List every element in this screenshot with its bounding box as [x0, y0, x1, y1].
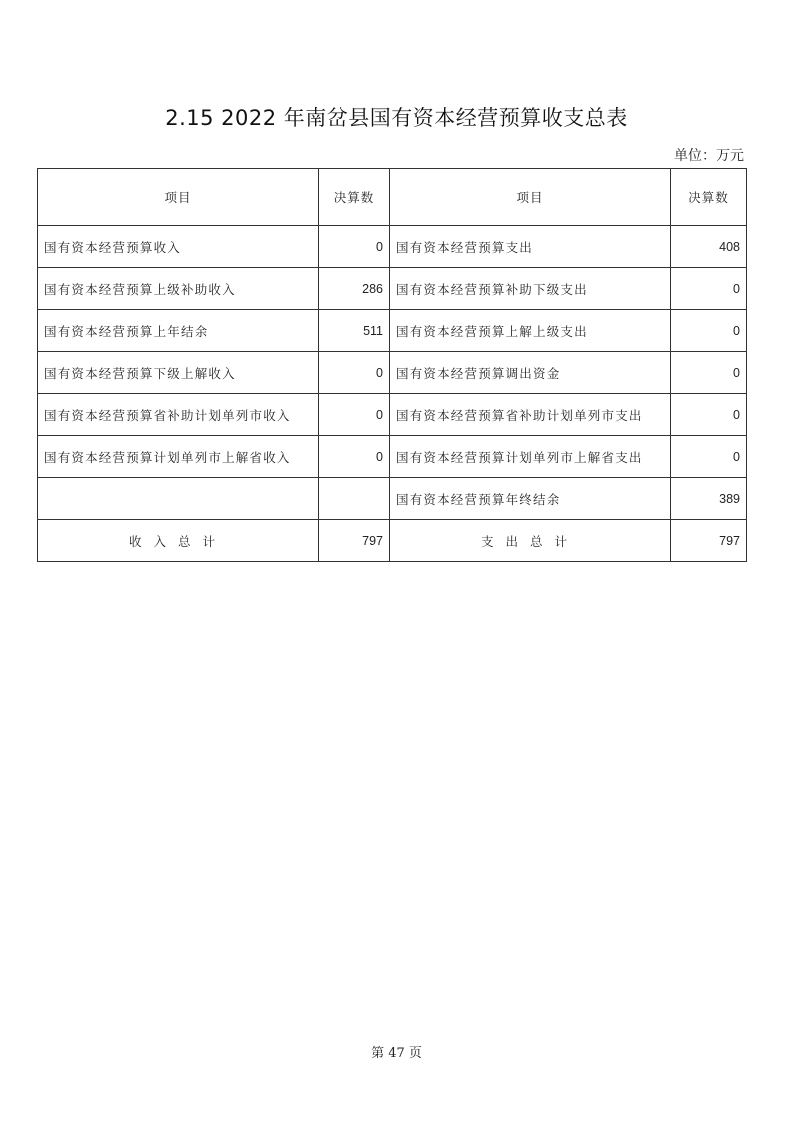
header-income-amount: 决算数	[319, 169, 390, 226]
income-name-cell: 国有资本经营预算上年结余	[38, 310, 319, 352]
income-value-cell: 0	[319, 436, 390, 478]
expense-name-cell: 国有资本经营预算年终结余	[390, 478, 671, 520]
expense-value-cell: 0	[671, 352, 747, 394]
expense-value-cell: 408	[671, 226, 747, 268]
income-total-value: 797	[319, 520, 390, 562]
expense-total-value: 797	[671, 520, 747, 562]
page-title: 2.15 2022 年南岔县国有资本经营预算收支总表	[165, 106, 628, 130]
income-value-cell: 0	[319, 352, 390, 394]
income-name-cell	[38, 478, 319, 520]
table-row	[38, 310, 747, 352]
expense-name-cell: 国有资本经营预算补助下级支出	[390, 268, 671, 310]
header-expense-amount: 决算数	[671, 169, 747, 226]
expense-value-cell: 0	[671, 436, 747, 478]
unit-label: 单位：万元	[674, 148, 744, 164]
income-name-cell: 国有资本经营预算收入	[38, 226, 319, 268]
expense-value-cell: 0	[671, 394, 747, 436]
expense-name-cell: 国有资本经营预算调出资金	[390, 352, 671, 394]
expense-value-cell: 0	[671, 268, 747, 310]
table-row	[38, 478, 747, 520]
table-row	[38, 394, 747, 436]
totals-row	[38, 520, 747, 562]
expense-total-label: 支出总计	[390, 520, 671, 562]
income-name-cell: 国有资本经营预算计划单列市上解省收入	[38, 436, 319, 478]
income-value-cell: 0	[319, 226, 390, 268]
table-row	[38, 352, 747, 394]
table-row	[38, 268, 747, 310]
header-expense-item: 项目	[390, 169, 671, 226]
income-name-cell: 国有资本经营预算下级上解收入	[38, 352, 319, 394]
income-value-cell	[319, 478, 390, 520]
expense-name-cell: 国有资本经营预算计划单列市上解省支出	[390, 436, 671, 478]
income-name-cell: 国有资本经营预算省补助计划单列市收入	[38, 394, 319, 436]
expense-name-cell: 国有资本经营预算支出	[390, 226, 671, 268]
expense-value-cell: 389	[671, 478, 747, 520]
income-value-cell: 0	[319, 394, 390, 436]
table-row	[38, 436, 747, 478]
income-value-cell: 511	[319, 310, 390, 352]
page-number: 第 47 页	[371, 1046, 422, 1061]
header-income-item: 项目	[38, 169, 319, 226]
income-value-cell: 286	[319, 268, 390, 310]
budget-summary-table	[37, 168, 747, 562]
income-name-cell: 国有资本经营预算上级补助收入	[38, 268, 319, 310]
table-row	[38, 226, 747, 268]
table-header-row	[38, 169, 747, 226]
expense-value-cell: 0	[671, 310, 747, 352]
income-total-label: 收入总计	[38, 520, 319, 562]
expense-name-cell: 国有资本经营预算上解上级支出	[390, 310, 671, 352]
expense-name-cell: 国有资本经营预算省补助计划单列市支出	[390, 394, 671, 436]
